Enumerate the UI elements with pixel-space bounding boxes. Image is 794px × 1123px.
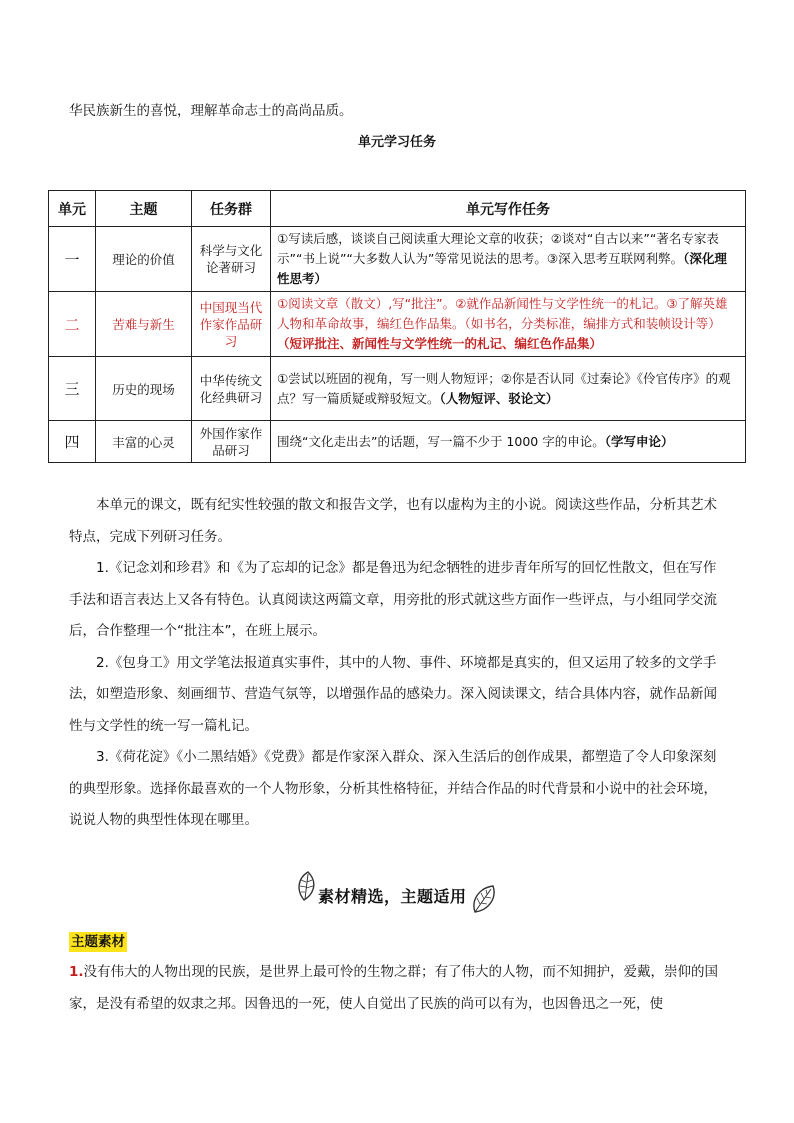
intro-paragraph: 本单元的课文，既有纪实性较强的散文和报告文学，也有以虚构为主的小说。阅读这些作品，分析其艺术特点，完成下列研习任务。	[69, 497, 717, 545]
theme-cell: 苦难与新生	[96, 292, 192, 357]
task-emphasis: （人物短评、驳论文）	[439, 390, 559, 406]
unit-task-table	[48, 190, 746, 463]
material-item-text: 没有伟大的人物出现的民族，是世界上最可怜的生物之群；有了伟大的人物，而不知拥护，爱戴，崇仰的国家，是没有希望的奴隶之邦。因鲁迅的一死，使人自觉出了民族的尚可以有为，也因鲁迅之一死，使	[69, 964, 719, 1012]
unit-cell: 三	[49, 357, 96, 421]
material-item	[69, 957, 731, 1020]
theme-cell: 理论的价值	[96, 227, 192, 292]
group-cell: 外国作家作品研习	[192, 421, 271, 463]
material-item-number: 1.	[69, 964, 84, 980]
task-paragraph-1: 1.《记念刘和珍君》和《为了忘却的记念》都是鲁迅为纪念牺牲的进步青年所写的回忆性散文，但在写作手法和语言表达上又各有特色。认真阅读这两篇文章，用旁批的形式就这些方面作一些评点，与小组同学交流后，合作整理一个“批注本”，在班上展示。	[69, 560, 717, 639]
theme-cell: 丰富的心灵	[96, 421, 192, 463]
unit-cell: 四	[49, 421, 96, 463]
header-group: 任务群	[192, 191, 271, 227]
header-unit: 单元	[49, 191, 96, 227]
intro-line: 华民族新生的喜悦，理解革命志士的高尚品质。	[69, 103, 353, 119]
task-text: 围绕“文化走出去”的话题，写一篇不少于 1000 字的申论。	[277, 433, 605, 449]
task-cell	[271, 292, 746, 357]
task-emphasis: （短评批注、新闻性与文学性统一的札记、编红色作品集）	[277, 336, 603, 351]
task-paragraph-2: 2.《包身工》用文学笔法报道真实事件，其中的人物、事件、环境都是真实的，但又运用了较多的文学手法，如塑造形象、刻画细节、营造气氛等，以增强作品的感染力。深入阅读课文，结合具体内容，就作品新闻性与文学性的统一写一篇札记。	[69, 654, 717, 734]
unit-cell: 二	[49, 292, 96, 357]
leaf-icon	[469, 882, 499, 916]
material-tag: 主题素材	[71, 934, 125, 950]
task-cell	[271, 227, 746, 292]
group-cell: 科学与文化论著研习	[192, 227, 271, 292]
table-row	[49, 421, 746, 463]
task-text: ①尝试以班固的视角，写一则人物短评；②你是否认同《过秦论》《伶官传序》的观点？写一篇质疑或辩驳短文。	[277, 370, 731, 406]
table-row	[49, 357, 746, 421]
header-theme: 主题	[96, 191, 192, 227]
study-task-section	[69, 490, 729, 837]
header-task: 单元写作任务	[271, 191, 746, 227]
table-header-row	[49, 191, 746, 227]
unit-cell: 一	[49, 227, 96, 292]
table-row	[49, 292, 746, 357]
theme-cell: 历史的现场	[96, 357, 192, 421]
task-paragraph-3: 3.《荷花淀》《小二黑结婚》《党费》都是作家深入群众、深入生活后的创作成果，都塑造了令人印象深刻的典型形象。选择你最喜欢的一个人物形象，分析其性格特征，并结合作品的时代背景和小说中的社会环境，说说人物的典型性体现在哪里。	[69, 749, 717, 828]
task-emphasis: （深化理性思考）	[277, 251, 727, 286]
task-text: ①写读后感，谈谈自己阅读重大理论文章的收获；②谈对“自古以来”“著名专家表示”“书上说”“大多数人认为”等常见说法的思考。③深入思考互联网利弊。	[277, 231, 719, 266]
task-cell	[271, 421, 746, 463]
task-text: ①阅读文章（散文）,写“批注”。②就作品新闻性与文学性统一的札记。③了解英雄人物和革命故事，编红色作品集。（如书名，分类标准，编排方式和装帧设计等）	[277, 296, 728, 331]
table-row	[49, 227, 746, 292]
task-emphasis: （学写申论）	[604, 433, 674, 449]
task-cell	[271, 357, 746, 421]
banner-title: 素材精选，主题适用	[318, 887, 467, 906]
group-cell: 中华传统文化经典研习	[192, 357, 271, 421]
table-title: 单元学习任务	[357, 135, 436, 150]
group-cell: 中国现当代作家作品研习	[192, 292, 271, 357]
section-banner	[294, 870, 504, 920]
